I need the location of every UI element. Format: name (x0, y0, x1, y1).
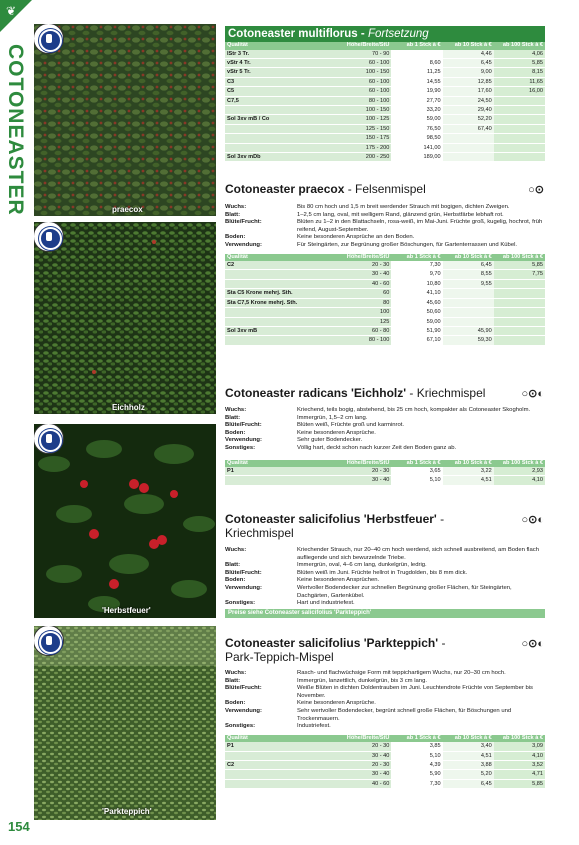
plant-properties (225, 204, 545, 250)
cell-price: 7,30 (391, 779, 442, 788)
property-row (225, 600, 545, 608)
table-row (225, 742, 545, 751)
plant-properties (225, 407, 545, 453)
cell-quality (225, 279, 331, 288)
property-row (225, 430, 545, 438)
cell-price (494, 152, 545, 161)
cell-price: 4,71 (494, 770, 545, 779)
cell-quality (225, 317, 331, 326)
cell-price: 59,00 (391, 115, 442, 124)
property-label: Boden: (225, 700, 246, 707)
property-value: Für Steingärten, zur Begrünung großer Böschungen, für Gartenterrassen und Kübel. (297, 241, 518, 248)
col-header: Qualität (225, 735, 331, 743)
property-label: Sonstiges: (225, 600, 256, 607)
property-value: Kriechender Strauch, nur 20–40 cm hoch werdend, sich schnell ausbreitend, am Boden flach aufliegende und sich bewurzelnde Triebe. (297, 547, 539, 561)
col-header: Höhe/Breite/StU (331, 42, 392, 50)
section-title: Cotoneaster salicifolius 'Herbstfeuer' - Kriechmispel ○⊙◐ (225, 512, 544, 540)
leaf-icon: ❦ (5, 4, 17, 18)
cell-price (494, 279, 545, 288)
cell-quality (225, 270, 331, 279)
table-row (225, 270, 545, 279)
cell-quality: Sol 3xv mDb (225, 152, 331, 161)
cell-size: 60 - 80 (331, 326, 392, 335)
table-header-row (225, 254, 545, 262)
property-value: Kriechend, teils bogig, abstehend, bis 25 cm hoch, kompakter als Cotoneaster Skogholm. (297, 407, 531, 413)
cell-price: 7,30 (391, 261, 442, 270)
cell-price: 3,88 (443, 761, 494, 770)
table-row (225, 134, 545, 143)
cell-price: 16,00 (494, 87, 545, 96)
cell-quality: Sta C7,5 Krone mehrj. Sth. (225, 298, 331, 307)
property-label: Boden: (225, 577, 246, 584)
col-header: ab 100 Stck à € (494, 254, 545, 262)
cell-price: 14,55 (391, 77, 442, 86)
cell-quality: C3 (225, 77, 331, 86)
cell-price: 24,50 (443, 96, 494, 105)
property-row (225, 204, 545, 212)
cell-size: 40 - 60 (331, 279, 392, 288)
cell-price: 76,50 (391, 124, 442, 133)
cell-quality: C2 (225, 261, 331, 270)
cell-price: 11,25 (391, 68, 442, 77)
cell-price: 98,50 (391, 134, 442, 143)
property-value: Keine besonderen Ansprüche an den Boden. (297, 234, 415, 241)
property-value: Keine besonderen Ansprüche. (297, 700, 376, 707)
property-row (225, 445, 545, 453)
col-header: Höhe/Breite/StU (331, 735, 392, 743)
cell-size: 150 - 175 (331, 134, 392, 143)
cell-size: 60 - 100 (331, 87, 392, 96)
property-value: Blüten weiß im Juni. Früchte hellrot in Trugdolden, bis 8 mm dick. (297, 569, 468, 576)
cell-size: 30 - 40 (331, 770, 392, 779)
cell-price: 67,10 (391, 336, 442, 345)
photo-caption: 'Herbstfeuer' (102, 606, 151, 615)
cell-price (494, 134, 545, 143)
cell-price: 3,22 (443, 467, 494, 476)
property-value: Sehr wertvoller Bodendecker, begrünt schnell große Flächen, für Böschungen und Trockenmauern. (297, 707, 512, 722)
cell-price: 29,40 (443, 105, 494, 114)
cell-price: 4,39 (391, 761, 442, 770)
col-header: ab 10 Stck à € (443, 254, 494, 262)
property-value: Immergrün, 1,5–2 cm lang. (297, 414, 368, 421)
cell-size: 200 - 250 (331, 152, 392, 161)
cell-price: 3,09 (494, 742, 545, 751)
cell-price: 9,00 (443, 68, 494, 77)
cell-quality (225, 124, 331, 133)
table-row (225, 261, 545, 270)
cell-price: 6,45 (443, 58, 494, 67)
table-row (225, 761, 545, 770)
cell-price: 4,06 (494, 50, 545, 59)
cell-price (494, 124, 545, 133)
table-row (225, 68, 545, 77)
property-row (225, 678, 545, 686)
photo-praecox (34, 24, 216, 216)
cell-quality (225, 336, 331, 345)
location-symbols: ○⊙◐ (521, 638, 544, 650)
cell-price (443, 152, 494, 161)
property-label: Boden: (225, 234, 246, 241)
cell-price: 7,75 (494, 270, 545, 279)
cell-size: 125 (331, 317, 392, 326)
plant-properties (225, 547, 545, 608)
cell-price: 11,65 (494, 77, 545, 86)
property-label: Sonstiges: (225, 723, 256, 730)
property-row (225, 219, 545, 234)
photo-caption: 'Parkteppich' (102, 807, 152, 816)
cell-price: 19,90 (391, 87, 442, 96)
cell-size: 20 - 30 (331, 742, 392, 751)
property-value: Immergrün, lanzettlich, dunkelgrün, bis 3 cm lang. (297, 677, 427, 684)
property-value: Keine besonderen Ansprüche. (297, 429, 376, 436)
cell-price (494, 308, 545, 317)
cell-price (494, 317, 545, 326)
property-label: Blatt: (225, 677, 241, 684)
cell-price: 3,40 (443, 742, 494, 751)
table-row (225, 779, 545, 788)
property-label: Wuchs: (225, 670, 247, 676)
cell-price (494, 105, 545, 114)
cell-price: 5,85 (494, 261, 545, 270)
photo-herbstfeuer (34, 424, 216, 618)
property-row (225, 415, 545, 423)
cell-price: 6,45 (443, 779, 494, 788)
table-row (225, 105, 545, 114)
cell-size: 30 - 40 (331, 751, 392, 760)
cell-price (443, 317, 494, 326)
cell-size: 60 - 100 (331, 77, 392, 86)
property-label: Verwendung: (225, 241, 262, 248)
cell-price: 8,15 (494, 68, 545, 77)
table-row (225, 308, 545, 317)
property-label: Blüte/Frucht: (225, 422, 262, 429)
photo-eichholz (34, 222, 216, 414)
section-title: Cotoneaster radicans 'Eichholz' - Kriechmispel ○⊙◐ (225, 386, 544, 400)
cell-price (494, 289, 545, 298)
cell-quality: Sta C5 Krone mehrj. Sth. (225, 289, 331, 298)
cell-price: 9,70 (391, 270, 442, 279)
cell-size: 80 - 100 (331, 336, 392, 345)
property-row (225, 670, 545, 678)
property-row (225, 422, 545, 430)
cell-quality (225, 751, 331, 760)
property-row (225, 700, 545, 708)
property-value: Völlig hart, deckt schon nach kurzer Zeit den Boden ganz ab. (297, 444, 457, 451)
cell-size: 80 - 100 (331, 96, 392, 105)
location-symbols: ○⊙◐ (521, 388, 544, 400)
col-header: ab 1 Stck à € (391, 460, 442, 468)
property-value: Immergrün, oval, 4–6 cm lang, dunkelgrün, ledrig. (297, 562, 427, 569)
property-label: Wuchs: (225, 204, 247, 210)
table-row (225, 467, 545, 476)
table-row (225, 152, 545, 161)
cell-price: 45,90 (443, 326, 494, 335)
cell-size: 60 (331, 289, 392, 298)
cell-price: 5,20 (443, 770, 494, 779)
table-row (225, 124, 545, 133)
cell-price: 5,85 (494, 779, 545, 788)
cell-quality: Sol 3xv mB (225, 326, 331, 335)
cell-price: 17,60 (443, 87, 494, 96)
cell-size: 80 (331, 298, 392, 307)
col-header: ab 10 Stck à € (443, 460, 494, 468)
col-header: ab 1 Stck à € (391, 42, 442, 50)
section-praecox (225, 182, 545, 346)
cell-price: 10,80 (391, 279, 442, 288)
photo-caption: Eichholz (112, 403, 145, 412)
photo-caption: praecox (112, 205, 143, 214)
cell-price (494, 96, 545, 105)
table-row (225, 50, 545, 59)
section-eichholz (225, 386, 545, 486)
cell-price: 4,10 (494, 751, 545, 760)
table-row (225, 143, 545, 152)
table-row (225, 96, 545, 105)
cell-quality: C5 (225, 87, 331, 96)
cell-price: 67,40 (443, 124, 494, 133)
side-title: COTONEASTER (4, 44, 27, 216)
property-value: Industriefest. (297, 723, 331, 730)
cell-price (494, 143, 545, 152)
property-value: Weiße Blüten in dichten Doldentrauben im Juni. Leuchtendrote Früchte von September bis November. (297, 685, 533, 699)
property-label: Blatt: (225, 414, 241, 421)
cell-quality: C2 (225, 761, 331, 770)
property-label: Boden: (225, 429, 246, 436)
cell-price: 5,10 (391, 476, 442, 485)
section-title: Cotoneaster salicifolius 'Parkteppich' - Park-Teppich-Mispel ○⊙◐ (225, 636, 544, 664)
cell-size: 70 - 90 (331, 50, 392, 59)
col-header: ab 100 Stck à € (494, 735, 545, 743)
table-header-row (225, 460, 545, 468)
cell-price (443, 143, 494, 152)
location-symbols: ○⊙ (528, 184, 544, 196)
cell-price: 141,00 (391, 143, 442, 152)
cell-size: 100 - 150 (331, 105, 392, 114)
cell-quality: Sol 3xv mB / Co (225, 115, 331, 124)
cell-price (494, 326, 545, 335)
property-label: Sonstiges: (225, 444, 256, 451)
section-title: Cotoneaster multiflorus - Fortsetzung (225, 26, 545, 42)
property-row (225, 407, 545, 415)
cell-quality (225, 143, 331, 152)
property-value: Wertvoller Bodendecker zur schnellen Begrünung großer Flächen, für Steingärten, Dachgärten, Gartenkübel. (297, 584, 512, 599)
cell-size: 175 - 200 (331, 143, 392, 152)
section-title: Cotoneaster praecox - Felsenmispel ○⊙ (225, 182, 544, 196)
cell-size: 30 - 40 (331, 476, 392, 485)
cell-size: 100 (331, 308, 392, 317)
cell-price: 12,85 (443, 77, 494, 86)
property-value: Hart und industriefest. (297, 600, 355, 607)
table-header-row (225, 42, 545, 50)
property-row (225, 437, 545, 445)
cell-price: 4,10 (494, 476, 545, 485)
cell-price (443, 289, 494, 298)
property-value: Keine besonderen Ansprüchen. (297, 577, 380, 584)
property-label: Wuchs: (225, 407, 247, 413)
property-value: Rasch- und flachwüchsige Form mit teppichartigem Wuchs, nur 20–30 cm hoch. (297, 670, 506, 676)
table-row (225, 77, 545, 86)
table-row (225, 87, 545, 96)
cell-size: 20 - 30 (331, 761, 392, 770)
section-herbstfeuer (225, 512, 545, 618)
col-header: Höhe/Breite/StU (331, 460, 392, 468)
property-row (225, 212, 545, 220)
col-header: ab 10 Stck à € (443, 42, 494, 50)
table-row (225, 336, 545, 345)
property-row (225, 585, 545, 600)
cell-quality: C7,5 (225, 96, 331, 105)
cell-price (443, 298, 494, 307)
col-header: ab 1 Stck à € (391, 254, 442, 262)
property-row (225, 234, 545, 242)
cell-price (391, 50, 442, 59)
table-header-row (225, 735, 545, 743)
col-header: Höhe/Breite/StU (331, 254, 392, 262)
cell-size: 20 - 30 (331, 467, 392, 476)
cell-price: 59,00 (391, 317, 442, 326)
cell-price: 4,46 (443, 50, 494, 59)
price-note: Preise siehe Cotoneaster salicifolius 'Parkteppich' (225, 609, 545, 618)
property-row (225, 577, 545, 585)
col-header: Qualität (225, 42, 331, 50)
col-header: ab 100 Stck à € (494, 460, 545, 468)
property-row (225, 685, 545, 700)
cell-price: 4,51 (443, 751, 494, 760)
cell-price (494, 298, 545, 307)
cell-quality (225, 779, 331, 788)
property-label: Blüte/Frucht: (225, 219, 262, 226)
table-row (225, 58, 545, 67)
property-label: Blüte/Frucht: (225, 569, 262, 576)
table-row (225, 279, 545, 288)
property-label: Verwendung: (225, 437, 262, 444)
cell-price: 52,20 (443, 115, 494, 124)
table-row (225, 115, 545, 124)
col-header: ab 10 Stck à € (443, 735, 494, 743)
cell-price: 33,20 (391, 105, 442, 114)
cell-price: 5,10 (391, 751, 442, 760)
cell-price (443, 308, 494, 317)
cell-price (494, 336, 545, 345)
cell-price: 27,70 (391, 96, 442, 105)
cell-price (443, 134, 494, 143)
property-label: Blatt: (225, 211, 241, 218)
location-symbols: ○⊙◐ (521, 514, 544, 526)
col-header: ab 1 Stck à € (391, 735, 442, 743)
cell-quality (225, 476, 331, 485)
table-row (225, 751, 545, 760)
property-label: Wuchs: (225, 547, 247, 553)
cell-price: 5,85 (494, 58, 545, 67)
table-row (225, 317, 545, 326)
cell-quality (225, 105, 331, 114)
cell-quality: P1 (225, 742, 331, 751)
table-row (225, 326, 545, 335)
cell-size: 30 - 40 (331, 270, 392, 279)
property-row (225, 570, 545, 578)
section-multiflorus (225, 26, 545, 162)
cell-quality: vStr 5 Tr. (225, 68, 331, 77)
cell-size: 20 - 30 (331, 261, 392, 270)
property-value: Blüten zu 1–2 in den Blattachseln, rosa-weiß, im Mai-Juni. Früchte groß, kugelig, hochrot, früh reifend, August-September. (297, 219, 543, 233)
cell-price: 41,10 (391, 289, 442, 298)
property-label: Blatt: (225, 562, 241, 569)
col-header: Qualität (225, 254, 331, 262)
table-row (225, 289, 545, 298)
plant-properties (225, 670, 545, 731)
table-row (225, 476, 545, 485)
page-number: 154 (8, 819, 30, 834)
cell-price: 189,00 (391, 152, 442, 161)
cell-size: 60 - 100 (331, 58, 392, 67)
property-value: Sehr guter Bodendecker. (297, 437, 363, 444)
cell-quality: lStr 3 Tr. (225, 50, 331, 59)
col-header: ab 100 Stck à € (494, 42, 545, 50)
cell-price: 59,30 (443, 336, 494, 345)
cell-size: 125 - 150 (331, 124, 392, 133)
cell-quality (225, 308, 331, 317)
price-table (225, 735, 545, 790)
cell-price: 8,60 (391, 58, 442, 67)
cell-price: 5,90 (391, 770, 442, 779)
cell-price: 51,90 (391, 326, 442, 335)
cell-price: 6,45 (443, 261, 494, 270)
cell-price: 8,55 (443, 270, 494, 279)
property-label: Verwendung: (225, 707, 262, 714)
cell-size: 100 - 150 (331, 68, 392, 77)
property-value: Blüten weiß, Früchte groß und karminrot. (297, 422, 405, 429)
property-label: Verwendung: (225, 584, 262, 591)
cell-price: 2,93 (494, 467, 545, 476)
price-table (225, 42, 545, 162)
price-table (225, 254, 545, 346)
cell-price: 50,60 (391, 308, 442, 317)
property-row (225, 708, 545, 723)
cell-quality (225, 770, 331, 779)
col-header: Qualität (225, 460, 331, 468)
cell-price: 45,60 (391, 298, 442, 307)
cell-size: 40 - 60 (331, 779, 392, 788)
table-row (225, 298, 545, 307)
property-row (225, 562, 545, 570)
property-row (225, 242, 545, 250)
cell-size: 100 - 125 (331, 115, 392, 124)
cell-quality: vStr 4 Tr. (225, 58, 331, 67)
cell-price: 3,52 (494, 761, 545, 770)
cell-price: 3,85 (391, 742, 442, 751)
property-row (225, 723, 545, 731)
photo-parkteppich (34, 626, 216, 820)
price-table (225, 460, 545, 486)
cell-quality (225, 134, 331, 143)
property-label: Blüte/Frucht: (225, 685, 262, 692)
cell-price (494, 115, 545, 124)
property-row (225, 547, 545, 562)
cell-price: 4,51 (443, 476, 494, 485)
property-value: 1–2,5 cm lang, oval, mit welligem Rand, glänzend grün, Herbstfärbe lebhaft rot. (297, 211, 504, 218)
section-parkteppich (225, 636, 545, 789)
cell-price: 9,55 (443, 279, 494, 288)
cell-quality: P1 (225, 467, 331, 476)
table-row (225, 770, 545, 779)
cell-price: 3,65 (391, 467, 442, 476)
property-value: Bis 80 cm hoch und 1,5 m breit werdender Strauch mit bogigen, dichten Zweigen. (297, 204, 510, 210)
